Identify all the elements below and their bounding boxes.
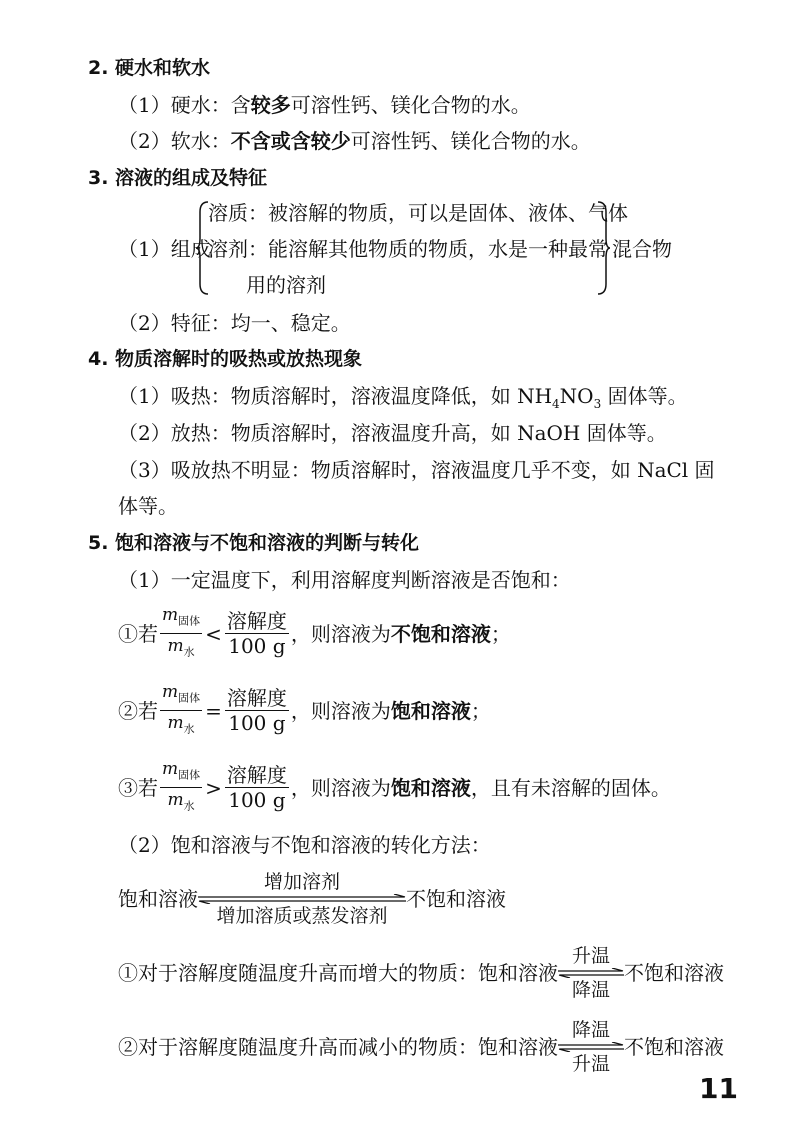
case-1: ①若 $\frac{m_{固体}}{m_水}$ < $\frac{\text{溶解度}}{100 g}$ ，则溶液为 不饱和溶液 ； — [118, 603, 511, 665]
feature-line: （2）特征：均一、稳定。 — [118, 311, 351, 335]
section-5-title: 5. 饱和溶液与不饱和溶液的判断与转化 — [88, 532, 420, 554]
composition-label: （1）组成 — [118, 237, 211, 261]
rule-1: ①对于溶解度随温度升高而增大的物质：饱和溶液 升温 降温 不饱和溶液 — [118, 945, 724, 1001]
neutral-line-cont: 体等。 — [118, 494, 178, 518]
neutral-line: （3）吸放热不明显：物质溶解时，溶液温度几乎不变，如 NaCl 固 — [118, 458, 715, 482]
reversible-arrow: 升温 降温 — [558, 944, 624, 1002]
mass-ratio-fraction: $\frac{m_{固体}}{m_水}$ — [162, 759, 201, 813]
mass-ratio-fraction: $\frac{m_{固体}}{m_水}$ — [162, 682, 201, 736]
reversible-arrow: 增加溶剂 增加溶质或蒸发溶剂 — [198, 870, 406, 928]
solubility-fraction: $\frac{\text{溶解度}}{100 g}$ — [226, 686, 287, 736]
reversible-arrow: 降温 升温 — [558, 1018, 624, 1076]
mixture-label: 混合物 — [612, 237, 672, 261]
equilibrium-arrow-icon — [198, 894, 406, 904]
equilibrium-arrow-icon — [558, 968, 624, 978]
exothermic-line: （2）放热：物质溶解时，溶液温度升高，如 NaOH 固体等。 — [118, 421, 667, 445]
case-2: ②若 $\frac{m_{固体}}{m_水}$ = $\frac{\text{溶解度}}{100 g}$ ，则溶液为 饱和溶液 ； — [118, 680, 491, 742]
hard-water-line: （1）硬水：含较多可溶性钙、镁化合物的水。 — [118, 93, 531, 117]
solubility-fraction: $\frac{\text{溶解度}}{100 g}$ — [226, 763, 287, 813]
right-brace — [596, 200, 610, 296]
solvent-line-1: 溶剂：能溶解其他物质的物质，水是一种最常 — [208, 237, 608, 261]
section-3-title: 3. 溶液的组成及特征 — [88, 167, 268, 189]
solute-line: 溶质：被溶解的物质，可以是固体、液体、气体 — [208, 201, 628, 225]
page-number: 11 — [699, 1072, 738, 1105]
rule-2: ②对于溶解度随温度升高而减小的物质：饱和溶液 降温 升温 不饱和溶液 — [118, 1019, 724, 1075]
main-conversion: 饱和溶液 增加溶剂 增加溶质或蒸发溶剂 不饱和溶液 — [118, 871, 506, 927]
section-4-title: 4. 物质溶解时的吸热或放热现象 — [88, 348, 363, 370]
convert-intro: （2）饱和溶液与不饱和溶液的转化方法： — [118, 833, 491, 857]
endothermic-line: （1）吸热：物质溶解时，溶液温度降低，如 $NH_4NO_3$ 固体等。 — [118, 384, 688, 411]
soft-water-line: （2）软水：不含或含较少可溶性钙、镁化合物的水。 — [118, 129, 591, 153]
mass-ratio-fraction: $\frac{m_{固体}}{m_水}$ — [162, 605, 201, 659]
equilibrium-arrow-icon — [558, 1042, 624, 1052]
judge-intro: （1）一定温度下，利用溶解度判断溶液是否饱和： — [118, 568, 571, 592]
case-3: ③若 $\frac{m_{固体}}{m_水}$ > $\frac{\text{溶解度}}{100 g}$ ，则溶液为 饱和溶液 ，且有未溶解的固体。 — [118, 757, 671, 819]
solvent-line-2: 用的溶剂 — [246, 273, 326, 297]
solubility-fraction: $\frac{\text{溶解度}}{100 g}$ — [226, 609, 287, 659]
section-2-title: 2. 硬水和软水 — [88, 57, 211, 79]
